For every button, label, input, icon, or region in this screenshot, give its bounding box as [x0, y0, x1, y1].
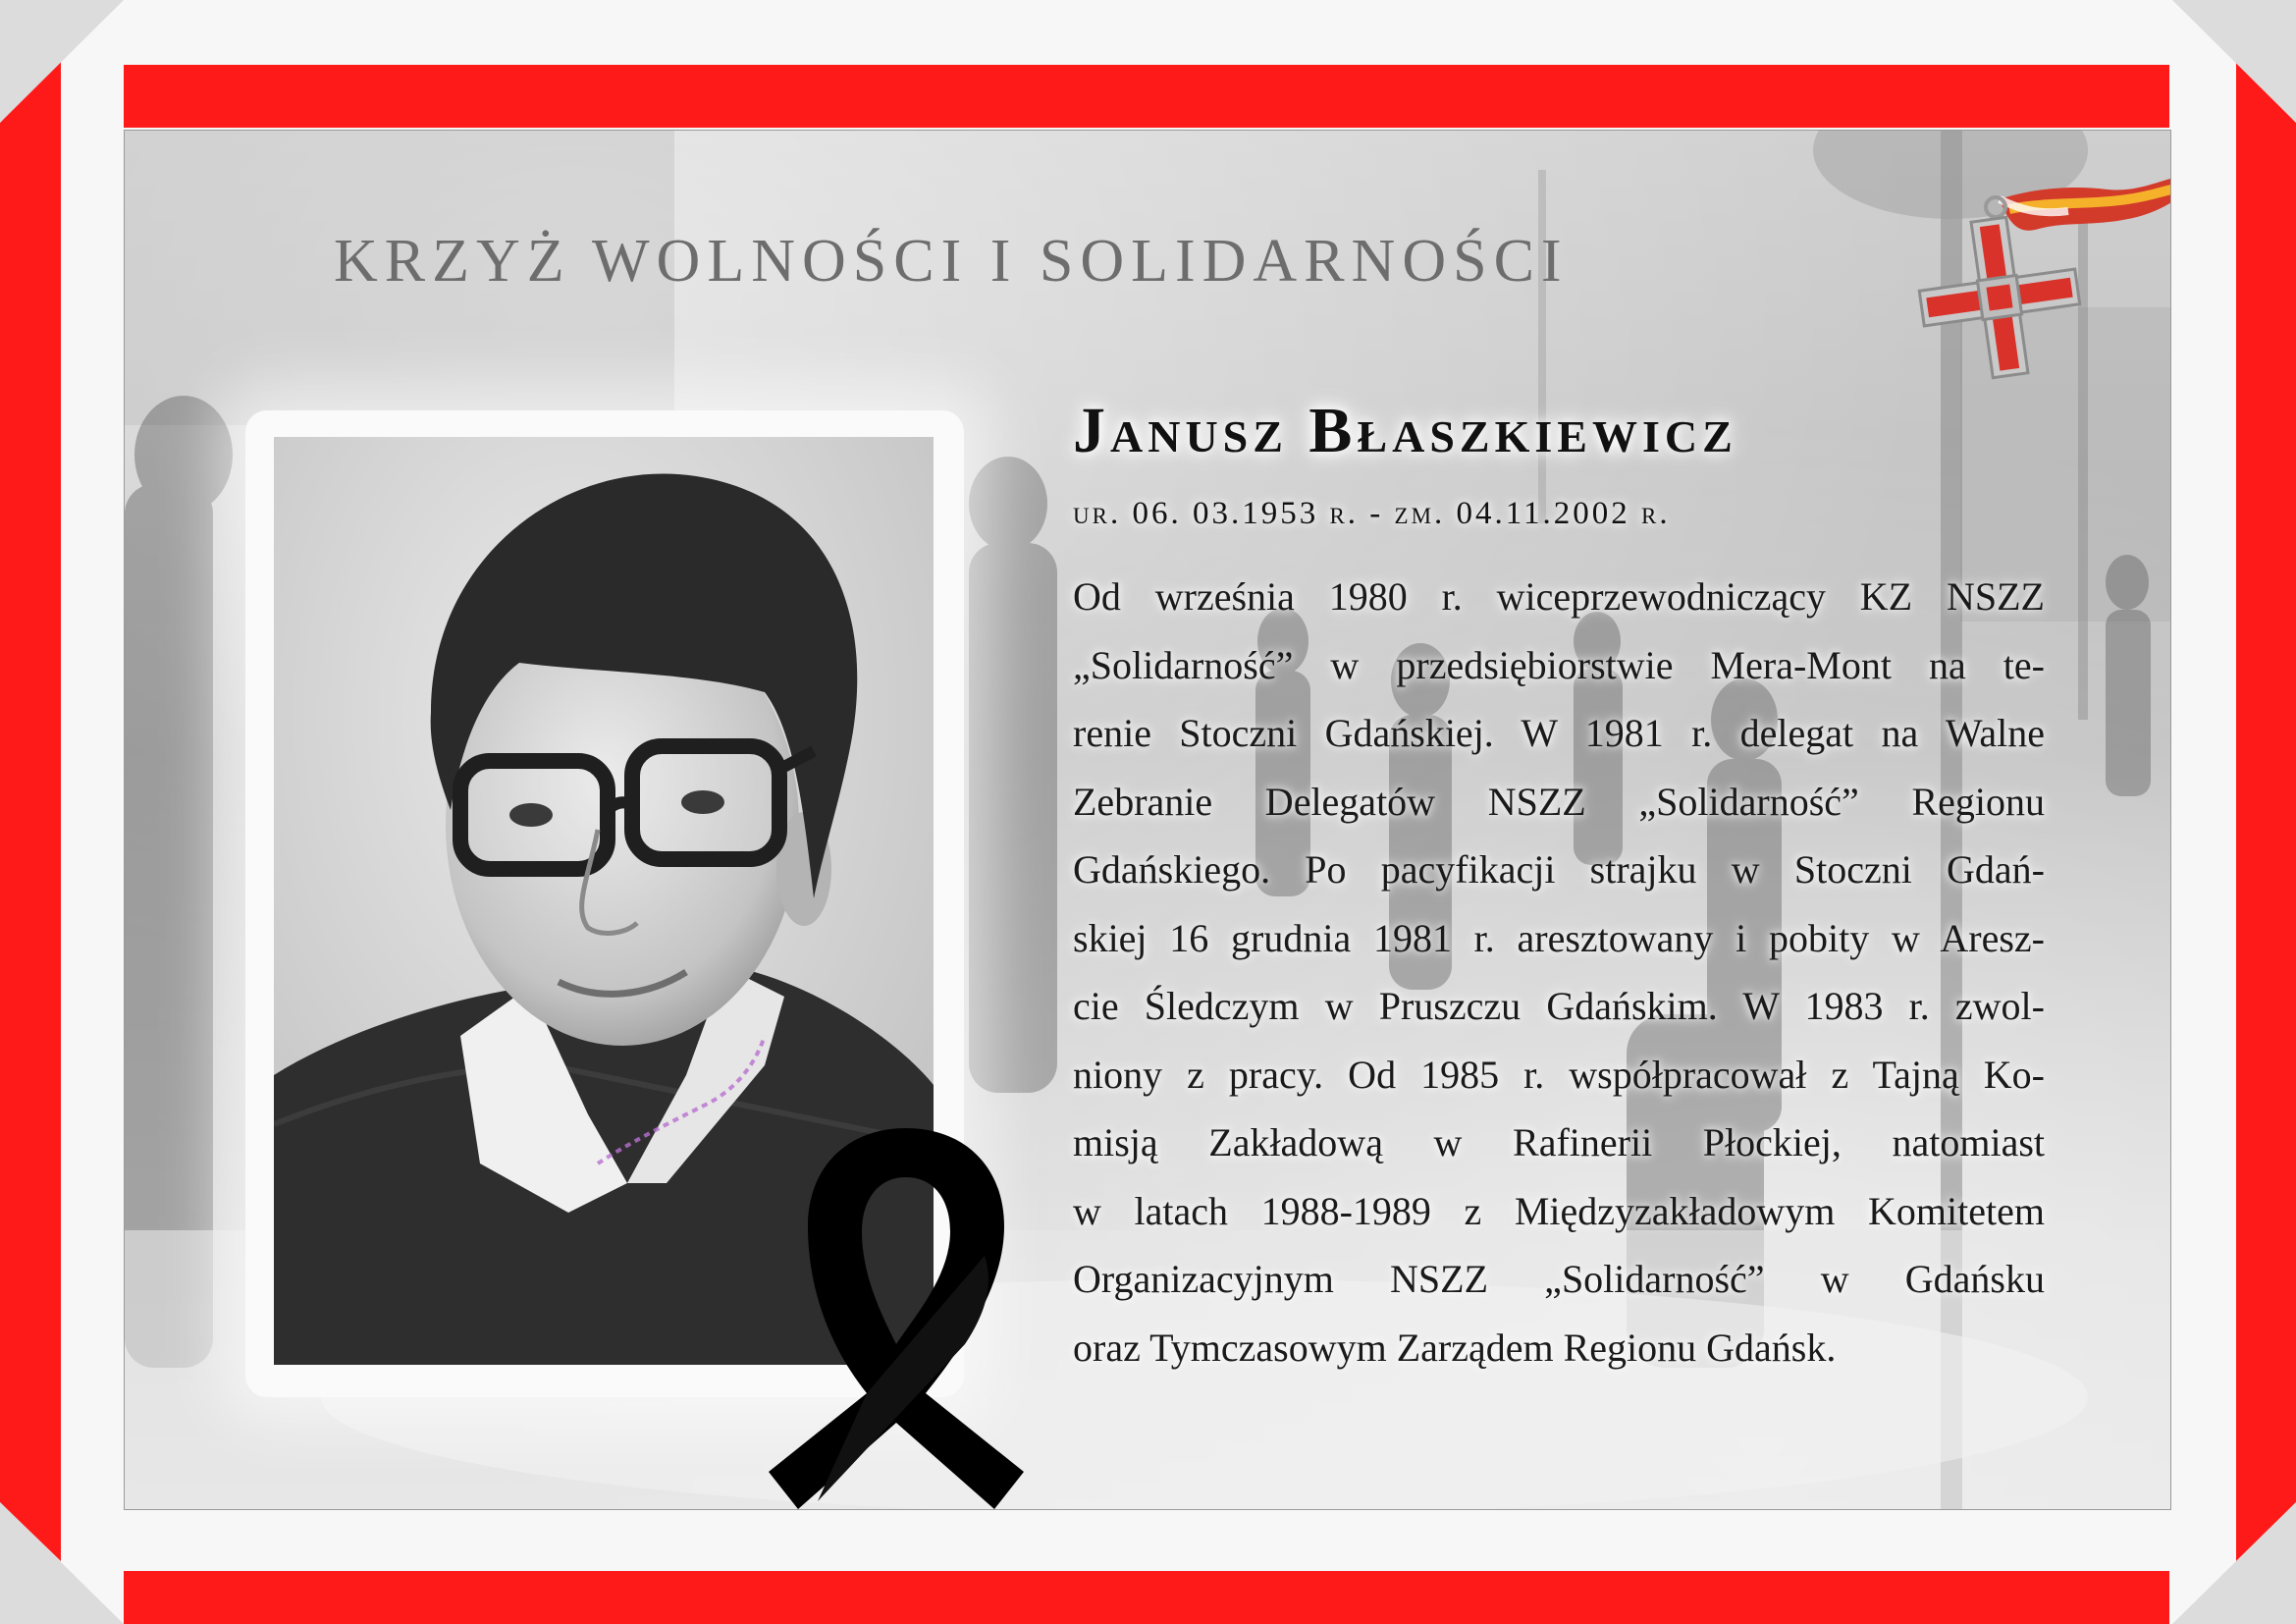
- bio-line: niony z pracy. Od 1985 r. współpracował z Tajną Ko-: [1073, 1052, 2045, 1097]
- bio-line: w latach 1988-1989 z Międzyzakładowym Komitetem: [1073, 1188, 2045, 1233]
- life-dates: ur. 06. 03.1953 r. - zm. 04.11.2002 r.: [1073, 496, 1671, 531]
- bio-line: „Solidarność” w przedsiębiorstwie Mera-Mont na te-: [1073, 642, 2045, 687]
- bio-line: Zebranie Delegatów NSZZ „Solidarność” Regionu: [1073, 779, 2045, 824]
- bio-line: Od września 1980 r. wiceprzewodniczący KZ NSZZ: [1073, 574, 2045, 619]
- bio-line: oraz Tymczasowym Zarządem Regionu Gdańsk.: [1073, 1325, 1837, 1370]
- cross-medal-icon: [1774, 131, 2171, 406]
- bio-line: misją Zakładową w Rafinerii Płockiej, natomiast: [1073, 1120, 2045, 1164]
- memorial-board: [124, 130, 2171, 1510]
- bio-line: skiej 16 grudnia 1981 r. aresztowany i pobity w Aresz-: [1073, 915, 2045, 960]
- medal-heading: KRZYŻ WOLNOŚCI I SOLIDARNOŚCI: [334, 228, 1569, 295]
- person-name: Janusz Błaszkiewicz: [1073, 395, 1737, 466]
- biography: [1073, 563, 2045, 1381]
- bio-line: renie Stoczni Gdańskiej. W 1981 r. delegat na Walne: [1073, 711, 2045, 755]
- bio-line: Organizacyjnym NSZZ „Solidarność” w Gdańsku: [1073, 1257, 2045, 1301]
- bio-line: Gdańskiego. Po pacyfikacji strajku w Stoczni Gdań-: [1073, 847, 2045, 892]
- bio-line: cie Śledczym w Pruszczu Gdańskim. W 1983 r. zwol-: [1073, 984, 2045, 1028]
- mourning-ribbon-icon: [759, 1118, 1053, 1510]
